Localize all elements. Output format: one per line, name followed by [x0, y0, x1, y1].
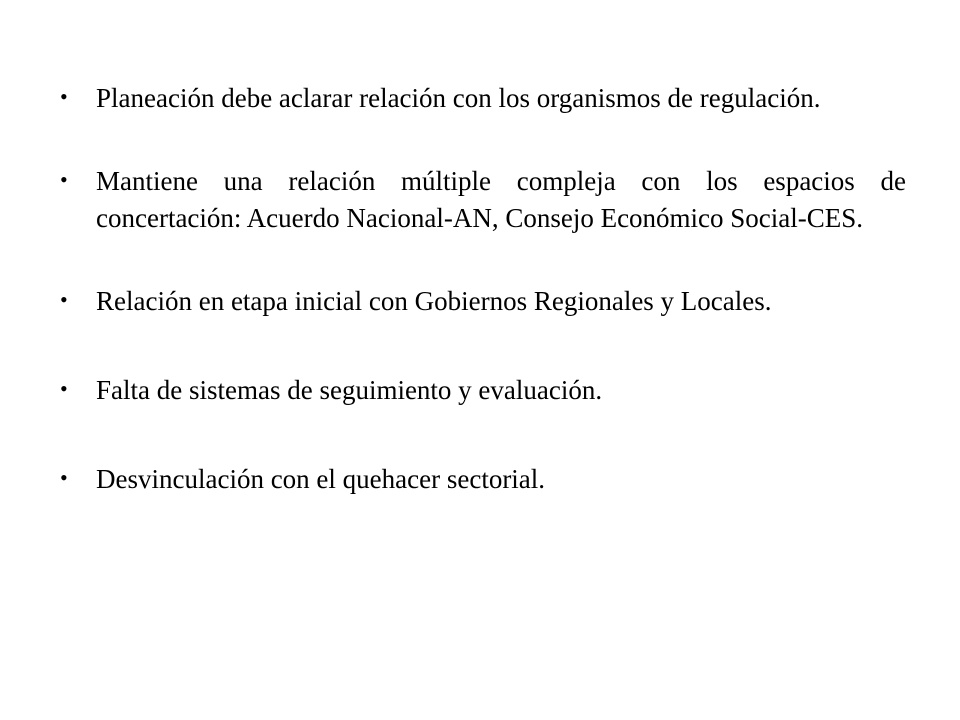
bullet-icon: • [60, 84, 68, 109]
bullet-icon: • [60, 167, 68, 192]
bullet-text: Desvinculación con el quehacer sectorial. [96, 464, 546, 494]
bullet-item [60, 80, 906, 117]
bullet-item [60, 372, 906, 409]
bullet-text: Falta de sistemas de seguimiento y evaluación. [96, 375, 603, 405]
bullet-item [60, 163, 906, 237]
bullet-icon: • [60, 465, 68, 490]
bullet-item [60, 283, 906, 320]
bullet-list [60, 80, 906, 498]
bullet-item [60, 461, 906, 498]
bullet-icon: • [60, 376, 68, 401]
bullet-text: Mantiene una relación múltiple compleja con los espacios de concertación: Acuerdo Nacional-AN, Consejo Económico Social-CES. [96, 166, 906, 233]
bullet-text: Planeación debe aclarar relación con los organismos de regulación. [96, 83, 821, 113]
bullet-text: Relación en etapa inicial con Gobiernos Regionales y Locales. [96, 286, 772, 316]
bullet-icon: • [60, 287, 68, 312]
